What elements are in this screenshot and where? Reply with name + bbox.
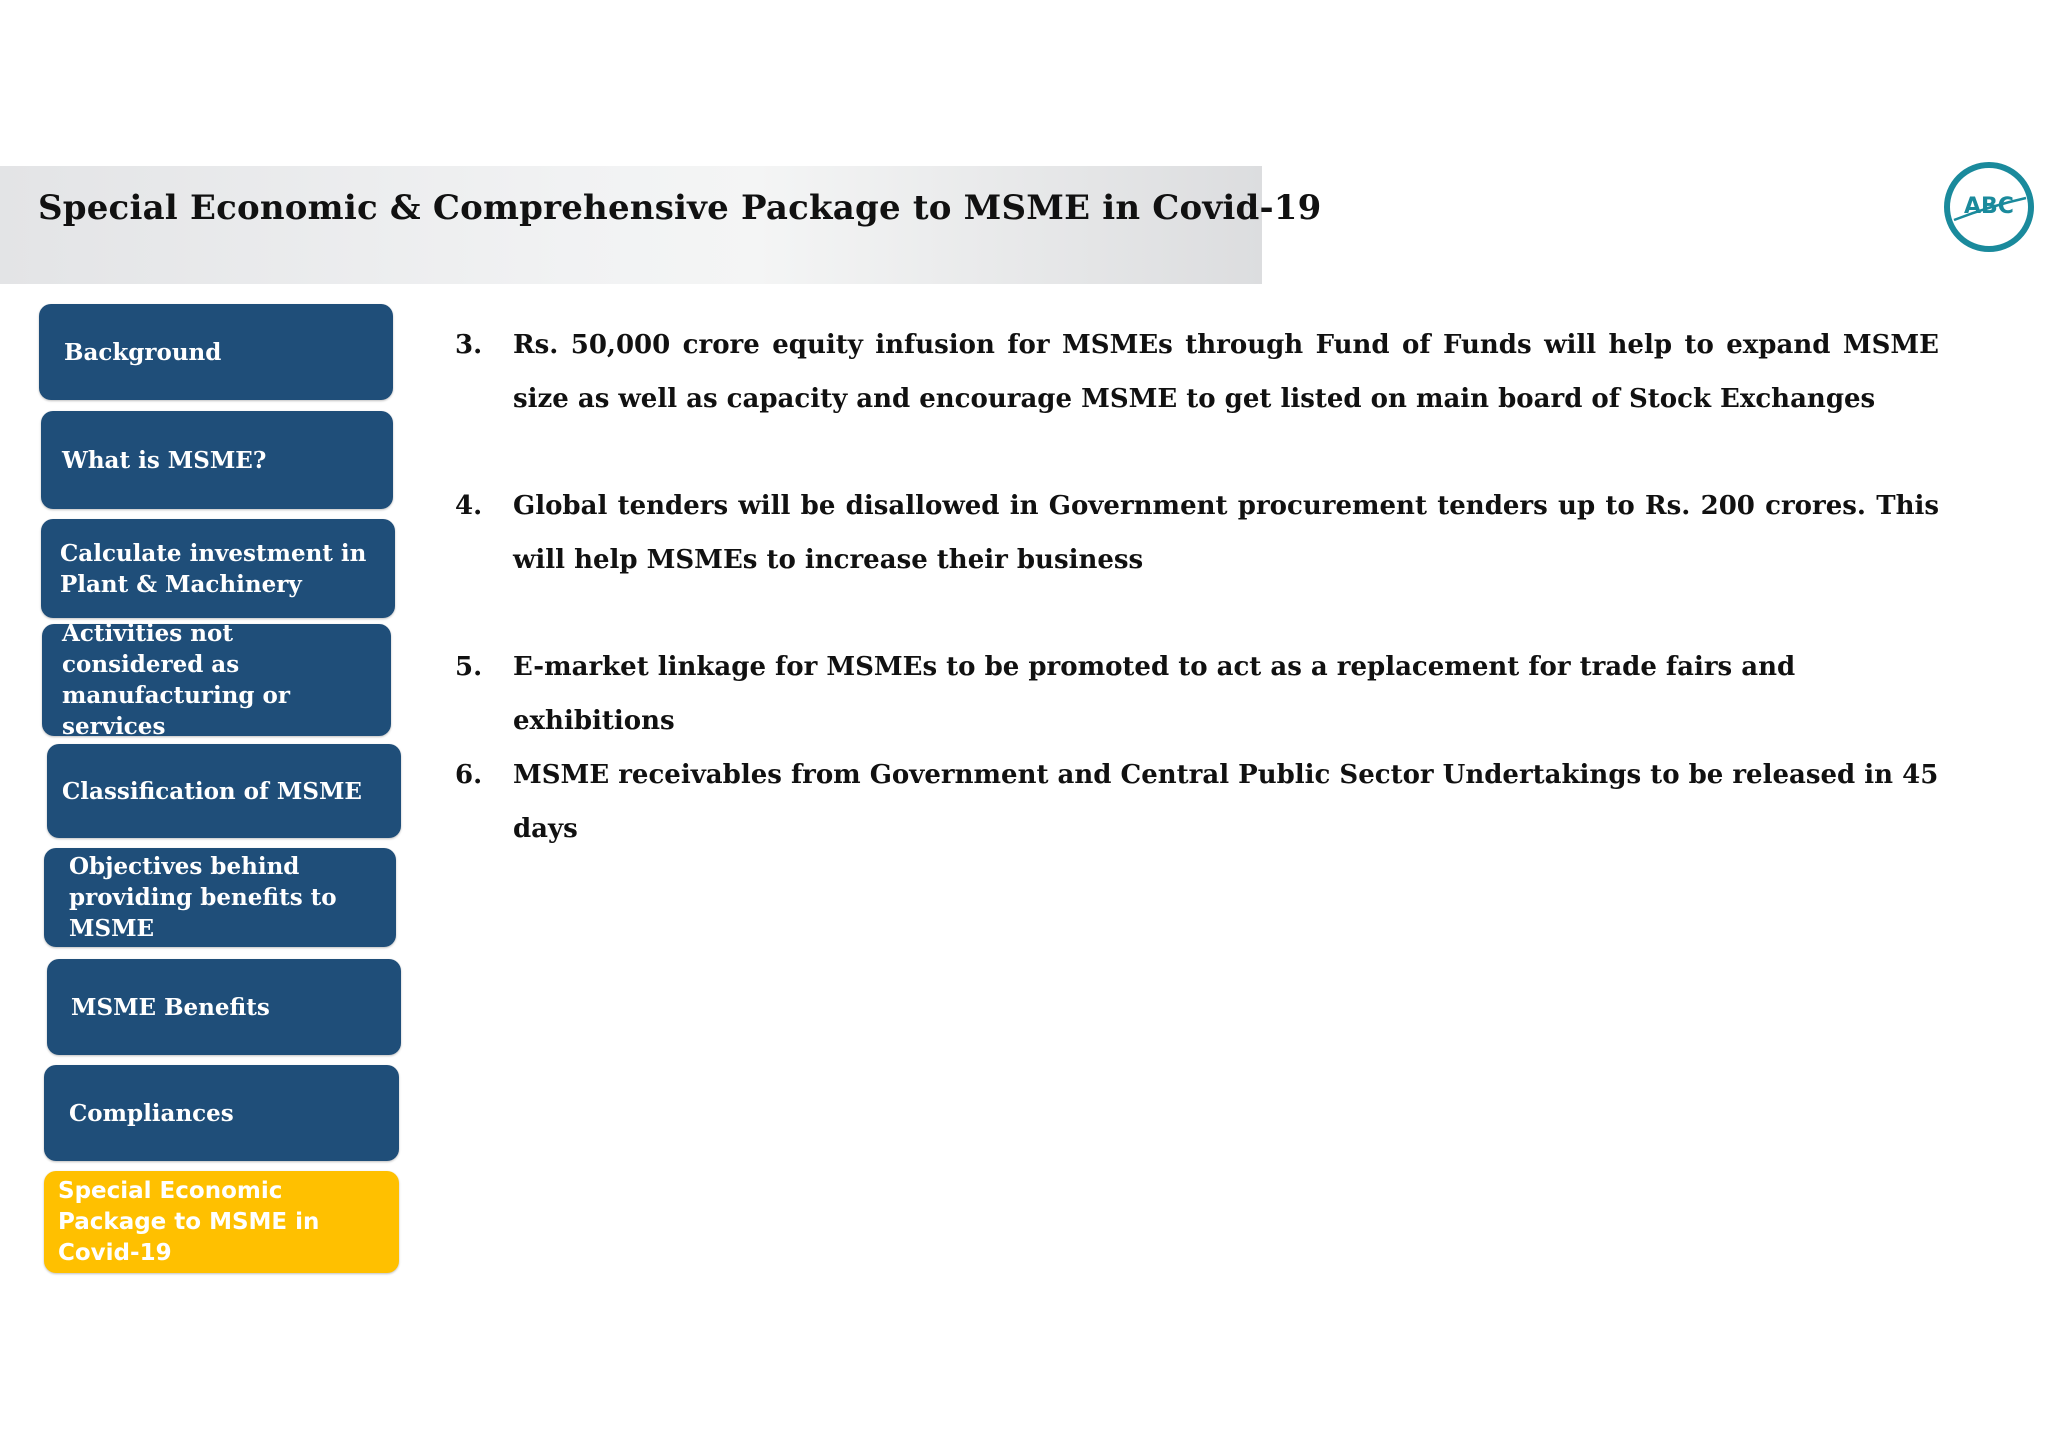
sidebar-item-classification[interactable]: [47, 744, 401, 838]
sidebar-item-activities-not-considered[interactable]: [42, 620, 391, 740]
sidebar-item-what-is-msme[interactable]: [41, 411, 393, 509]
sidebar-item-special-economic-package[interactable]: [44, 1171, 399, 1273]
sidebar-item-compliances[interactable]: [44, 1065, 399, 1161]
page-title: Special Economic & Comprehensive Package to MSME in Covid-19: [38, 188, 1322, 228]
sidebar-item-label: Compliances: [69, 1099, 234, 1127]
list-item: [455, 640, 1939, 748]
sidebar-item-msme-benefits[interactable]: [47, 959, 401, 1055]
sidebar-item-label: MSME Benefits: [71, 993, 270, 1021]
sidebar-item-calculate-investment[interactable]: [41, 519, 395, 618]
sidebar-item-background[interactable]: [39, 304, 393, 400]
list-item-number: 6.: [455, 760, 483, 790]
list-item-text: E-market linkage for MSMEs to be promoted to act as a replacement for trade fairs and exhibitions: [513, 652, 1796, 736]
list-item: [455, 479, 1939, 587]
sidebar-item-label: Classification of MSME: [62, 777, 362, 805]
list-item-number: 3.: [455, 330, 483, 360]
title-bar: [0, 166, 1322, 284]
logo-text: ABC: [1964, 194, 2014, 219]
list-item-text: MSME receivables from Government and Central Public Sector Undertakings to be released in 45 days: [513, 760, 1939, 844]
sidebar-item-objectives[interactable]: [44, 848, 396, 947]
sidebar-item-label: Background: [64, 338, 222, 366]
list-item-number: 5.: [455, 652, 483, 682]
sidebar-item-label: What is MSME?: [62, 446, 267, 474]
sidebar-item-label: Special Economic Package to MSME in Covid-19: [58, 1177, 320, 1266]
list-item-number: 4.: [455, 491, 483, 521]
sidebar-item-label: Activities not considered as manufacturing or services: [62, 620, 290, 740]
list-item-text: Global tenders will be disallowed in Government procurement tenders up to Rs. 200 crores. This will help MSMEs to increase their business: [513, 491, 1939, 575]
list-item-text: Rs. 50,000 crore equity infusion for MSMEs through Fund of Funds will help to expand MSME size as well as capacity and encourage MSME to get listed on main board of Stock Exchanges: [513, 330, 1939, 414]
list-item: [455, 318, 1939, 426]
abc-logo-icon: [1940, 158, 2038, 256]
sidebar-item-label: Objectives behind providing benefits to MSME: [69, 853, 337, 942]
sidebar-item-label: Calculate investment in Plant & Machinery: [60, 539, 367, 598]
list-item: [455, 748, 1939, 856]
